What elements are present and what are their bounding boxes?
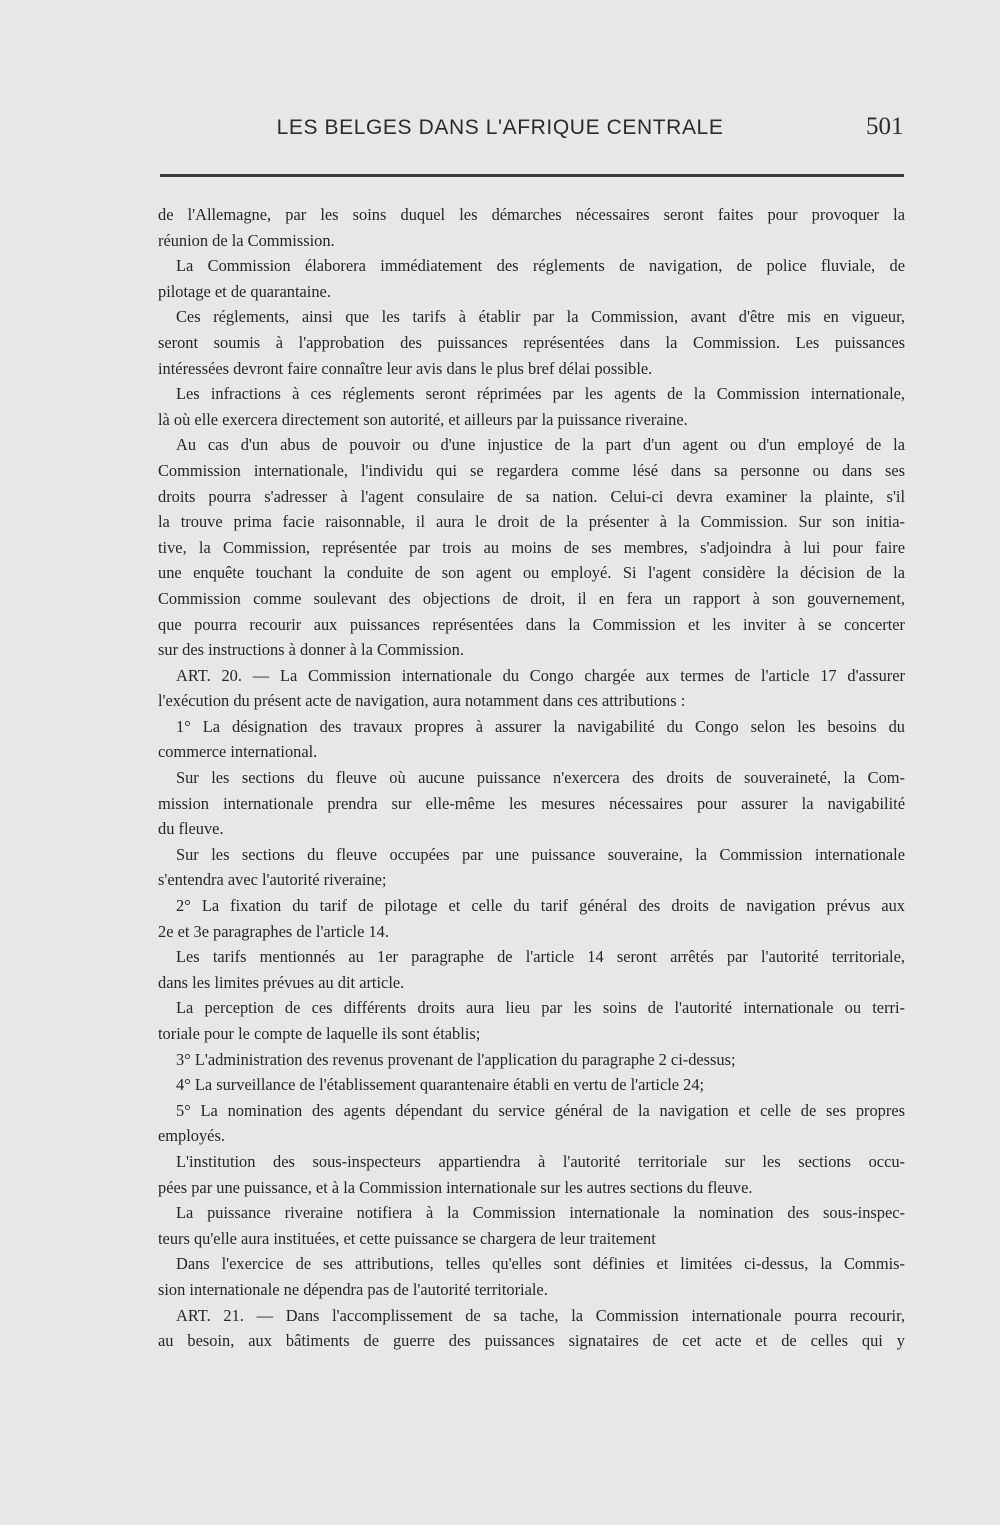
- text-line: pées par une puissance, et à la Commission internationale sur les autres sections du fleuve.: [158, 1177, 753, 1197]
- text-line: teurs qu'elle aura instituées, et cette puissance se chargera de leur traitement: [158, 1228, 656, 1248]
- text-line: du fleuve.: [158, 819, 224, 839]
- text-line: l'exécution du présent acte de navigation, aura notamment dans ces attributions :: [158, 691, 686, 711]
- text-line: L'institution des sous-inspecteurs appartiendra à l'autorité territoriale sur les sections occu-: [176, 1151, 905, 1171]
- text-line: 2e et 3e paragraphes de l'article 14.: [158, 921, 389, 941]
- text-line: la trouve prima facie raisonnable, il aura le droit de la présenter à la Commission. Sur son initia-: [158, 512, 905, 532]
- text-line: La Commission élaborera immédiatement des réglements de navigation, de police fluviale, de: [176, 256, 905, 276]
- header-rule: [160, 174, 904, 177]
- text-line: tive, la Commission, représentée par trois au moins de ses membres, s'adjoindra à lui pour faire: [158, 537, 905, 557]
- text-line: 2° La fixation du tarif de pilotage et celle du tarif général des droits de navigation prévus aux: [176, 896, 905, 916]
- text-line: 4° La surveillance de l'établissement quarantenaire établi en vertu de l'article 24;: [176, 1075, 705, 1095]
- text-line: Dans l'exercice de ses attributions, telles qu'elles sont définies et limitées ci-dessus, la Commis-: [176, 1254, 905, 1274]
- text-line: une enquête touchant la conduite de son agent ou employé. Si l'agent considère la décision de la: [158, 563, 905, 583]
- page-number: 501: [866, 113, 904, 140]
- text-line: 5° La nomination des agents dépendant du service général de la navigation et celle de ses propres: [176, 1100, 905, 1120]
- text-line: La perception de ces différents droits aura lieu par les soins de l'autorité internationale ou terri-: [176, 998, 905, 1018]
- text-line: pilotage et de quarantaine.: [158, 281, 331, 301]
- text-line: mission internationale prendra sur elle-même les mesures nécessaires pour assurer la navigabilité: [158, 793, 905, 813]
- text-line: Sur les sections du fleuve où aucune puissance n'exercera des droits de souveraineté, la Com-: [176, 768, 905, 788]
- text-line: 3° L'administration des revenus provenant de l'application du paragraphe 2 ci-dessus;: [176, 1049, 736, 1069]
- text-line: s'entendra avec l'autorité riveraine;: [158, 870, 387, 890]
- text-line: réunion de la Commission.: [158, 230, 335, 250]
- text-line: que pourra recourir aux puissances représentées dans la Commission et les inviter à se concerter: [158, 614, 905, 634]
- text-line: sur des instructions à donner à la Commission.: [158, 640, 464, 660]
- text-line: ART. 20. — La Commission internationale du Congo chargée aux termes de l'article 17 d'assurer: [176, 665, 905, 685]
- text-line: Au cas d'un abus de pouvoir ou d'une injustice de la part d'un agent ou d'un employé de la: [176, 435, 905, 455]
- text-line: dans les limites prévues au dit article.: [158, 972, 405, 992]
- text-line: ART. 21. — Dans l'accomplissement de sa tache, la Commission internationale pourra recourir,: [176, 1305, 905, 1325]
- text-line: Ces réglements, ainsi que les tarifs à établir par la Commission, avant d'être mis en vigueur,: [176, 307, 905, 327]
- text-line: au besoin, aux bâtiments de guerre des puissances signataires de cet acte et de celles qui y: [158, 1331, 905, 1351]
- text-line: intéressées devront faire connaître leur avis dans le plus bref délai possible.: [158, 358, 653, 378]
- text-line: Les infractions à ces réglements seront réprimées par les agents de la Commission internationale,: [176, 384, 905, 404]
- text-line: sion internationale ne dépendra pas de l'autorité territoriale.: [158, 1279, 548, 1299]
- text-line: de l'Allemagne, par les soins duquel les démarches nécessaires seront faites pour provoquer la: [158, 205, 905, 224]
- text-line: employés.: [158, 1126, 225, 1146]
- running-title: LES BELGES DANS L'AFRIQUE CENTRALE: [276, 116, 724, 139]
- text-line: commerce international.: [158, 742, 318, 762]
- text-line: 1° La désignation des travaux propres à assurer la navigabilité du Congo selon les besoins du: [176, 716, 905, 736]
- text-line: là où elle exercera directement son autorité, et ailleurs par la puissance riveraine.: [158, 409, 688, 429]
- text-line: La puissance riveraine notifiera à la Commission internationale la nomination des sous-inspec-: [176, 1203, 905, 1223]
- body-text: [158, 202, 905, 1354]
- text-line: seront soumis à l'approbation des puissances représentées dans la Commission. Les puissances: [158, 332, 905, 352]
- text-line: Commission comme soulevant des objections de droit, il en fera un rapport à son gouvernement,: [158, 588, 905, 608]
- text-line: droits pourra s'adresser à l'agent consulaire de sa nation. Celui-ci devra examiner la plainte, s'il: [158, 486, 905, 506]
- text-line: Commission internationale, l'individu qui se regardera comme lésé dans sa personne ou dans ses: [158, 460, 905, 480]
- text-line: Sur les sections du fleuve occupées par une puissance souveraine, la Commission internationale: [176, 844, 905, 864]
- text-line: toriale pour le compte de laquelle ils sont établis;: [158, 1024, 481, 1043]
- text-line: Les tarifs mentionnés au 1er paragraphe de l'article 14 seront arrêtés par l'autorité territoriale,: [176, 947, 905, 967]
